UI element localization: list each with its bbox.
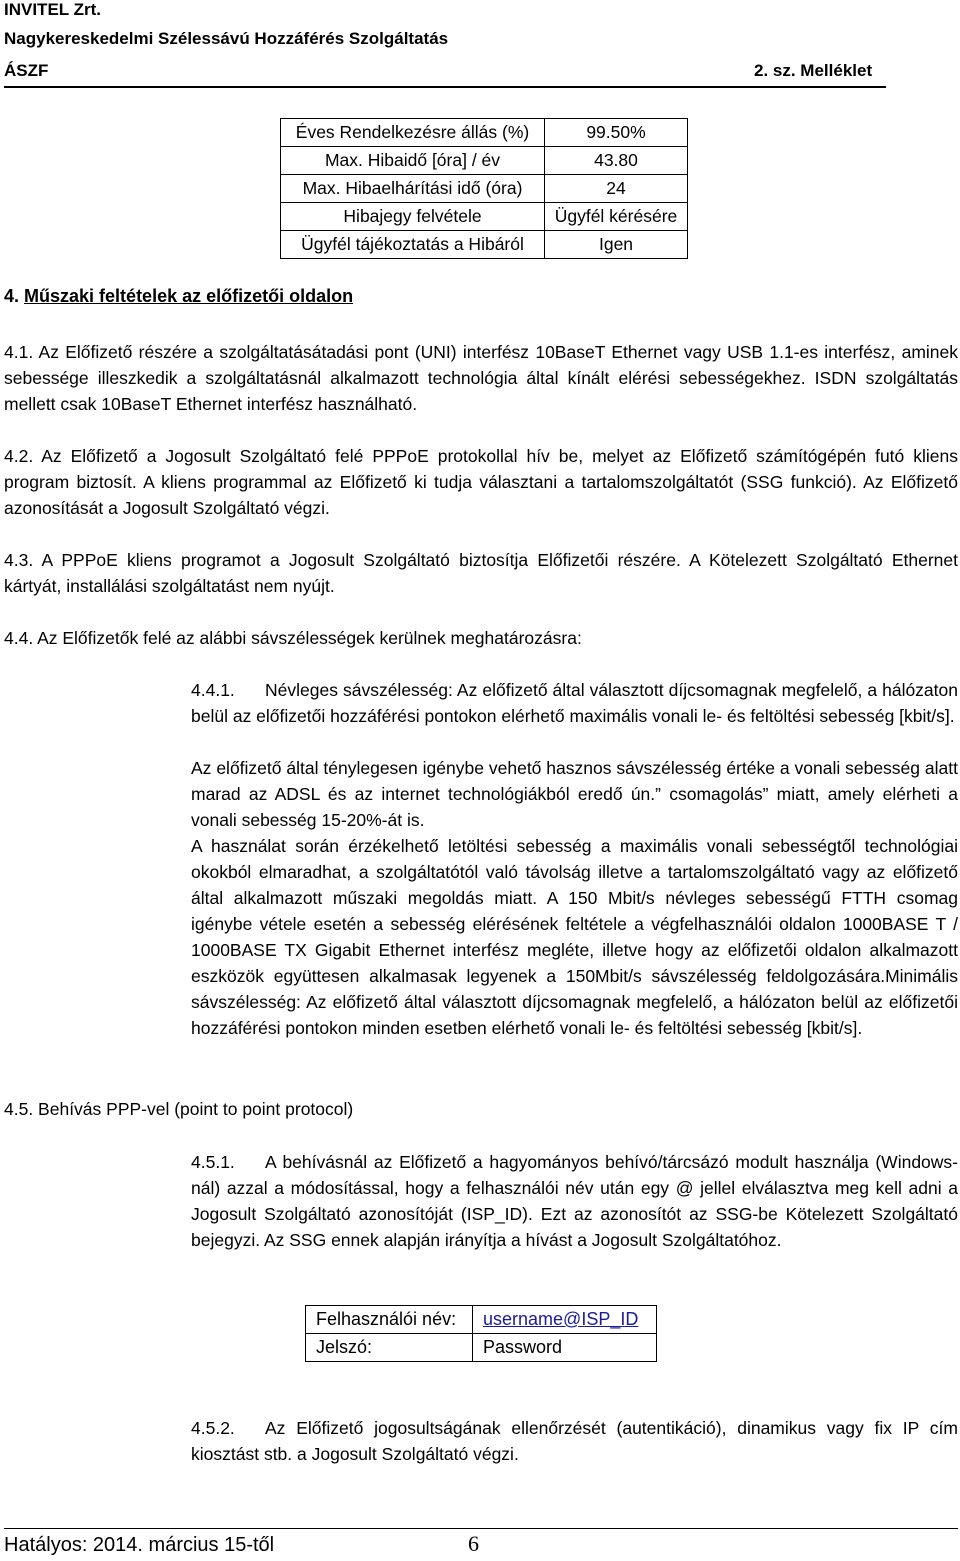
sla-value: 24 bbox=[545, 175, 688, 203]
section-number: 4. bbox=[4, 286, 20, 306]
table-row bbox=[281, 203, 688, 231]
table-row bbox=[306, 1306, 657, 1334]
sla-value: Igen bbox=[545, 231, 688, 259]
paragraph-4-3: 4.3. A PPPoE kliens programot a Jogosult Szolgáltató biztosítja Előfizetői részére. A Kötelezett Szolgáltató Ethernet kártyát, installálási szolgáltatást nem nyújt. bbox=[4, 550, 958, 596]
table-row bbox=[281, 231, 688, 259]
doc-name: ÁSZF bbox=[4, 61, 49, 80]
sla-label: Max. Hibaelhárítási idő (óra) bbox=[281, 175, 545, 203]
header-divider bbox=[4, 86, 886, 88]
paragraph-4-5-2-number: 4.5.2. bbox=[191, 1418, 235, 1438]
paragraph-4-5-2: Az Előfizető jogosultságának ellenőrzését (autentikáció), dinamikus vagy fix IP cím kiosztást stb. a Jogosult Szolgáltató végzi. bbox=[191, 1418, 958, 1464]
password-value: Password bbox=[473, 1334, 657, 1362]
sla-value: 43.80 bbox=[545, 147, 688, 175]
paragraph-4-4-1-a: Névleges sávszélesség: Az előfizető által választott díjcsomagnak megfelelő, a hálózaton belül az előfizetői hozzáférési pontokon elérhető maximális vonali le- és feltöltési sebesség [kbit/s]. bbox=[191, 680, 958, 726]
credentials-table bbox=[305, 1305, 657, 1362]
table-row bbox=[281, 119, 688, 147]
footer-validity: Hatályos: 2014. március 15-től bbox=[4, 1534, 275, 1556]
page-number: 6 bbox=[468, 1531, 479, 1556]
sla-label: Hibajegy felvétele bbox=[281, 203, 545, 231]
paragraph-4-4-1-b: Az előfizető által ténylegesen igénybe vehető hasznos sávszélesség értéke a vonali sebesség alatt marad az ADSL és az internet technológiákból eredő ún.” csomagolás” miatt, amely elérheti a vonali sebesség 15-20%-át is. bbox=[191, 758, 958, 830]
password-label: Jelszó: bbox=[306, 1334, 473, 1362]
sla-table bbox=[280, 118, 688, 259]
footer-divider bbox=[4, 1528, 958, 1529]
sla-value: Ügyfél kérésére bbox=[545, 203, 688, 231]
paragraph-4-5-1: A behívásnál az Előfizető a hagyományos behívó/tárcsázó modult használja (Windows-nál) azzal a módosítással, hogy a felhasználói név után egy @ jellel elválasztva meg kell adni a Jogosult Szolgáltató azonosítóját (ISP_ID). Ezt az azonosítót az SSG-be Kötelezett Szolgáltató bejegyzi. Az SSG ennek alapján irányítja a hívást a Jogosult Szolgáltatóhoz. bbox=[191, 1152, 958, 1250]
company-name: INVITEL Zrt. bbox=[4, 0, 101, 19]
username-value[interactable]: username@ISP_ID bbox=[483, 1309, 639, 1329]
section-title: Műszaki feltételek az előfizetői oldalon bbox=[24, 286, 354, 306]
paragraph-4-4-1-c: A használat során érzékelhető letöltési sebesség a maximális vonali sebességtől technológiai okokból elmaradhat, a szolgáltatótól való távolság illetve a tartalomszolgáltató vagy az előfizető által alkalmazott műszaki megoldás miatt. A 150 Mbit/s névleges sebességű FTTH csomag igénybe vétele esetén a sebesség elérésének feltétele a végfelhasználói oldalon 1000BASE T / 1000BASE TX Gigabit Ethernet interfész megléte, illetve hogy az előfizetői oldalon alkalmazott eszközök együttesen alkalmasak legyenek a 150Mbit/s sávszélesség feldolgozására.Minimális sávszélesség: Az előfizető által választott díjcsomagnak megfelelő, a hálózaton belül az előfizetői hozzáférési pontokon minden esetben elérhető vonali le- és feltöltési sebesség [kbit/s]. bbox=[191, 836, 958, 1038]
section-heading bbox=[4, 286, 353, 307]
annex-label: 2. sz. Melléklet bbox=[754, 61, 873, 80]
paragraph-4-4: 4.4. Az Előfizetők felé az alábbi sávszélességek kerülnek meghatározásra: bbox=[4, 628, 582, 648]
sla-label: Éves Rendelkezésre állás (%) bbox=[281, 119, 545, 147]
table-row bbox=[281, 147, 688, 175]
table-row bbox=[281, 175, 688, 203]
username-label: Felhasználói név: bbox=[306, 1306, 473, 1334]
sla-label: Max. Hibaidő [óra] / év bbox=[281, 147, 545, 175]
paragraph-4-5: 4.5. Behívás PPP-vel (point to point protocol) bbox=[4, 1099, 354, 1119]
paragraph-4-1: 4.1. Az Előfizető részére a szolgáltatásátadási pont (UNI) interfész 10BaseT Ethernet vagy USB 1.1-es interfész, aminek sebessége illeszkedik a szolgáltatásnál alkalmazott technológia által kínált elérési sebességekhez. ISDN szolgáltatás mellett csak 10BaseT Ethernet interfész használható. bbox=[4, 342, 958, 414]
sla-value: 99.50% bbox=[545, 119, 688, 147]
paragraph-4-2: 4.2. Az Előfizető a Jogosult Szolgáltató felé PPPoE protokollal hív be, melyet az Előfizető számítógépén futó kliens program biztosít. A kliens programmal az Előfizető ki tudja választani a tartalomszolgáltatót (SSG funkció). Az Előfizető azonosítását a Jogosult Szolgáltató végzi. bbox=[4, 446, 958, 518]
sla-label: Ügyfél tájékoztatás a Hibáról bbox=[281, 231, 545, 259]
paragraph-4-4-1-number: 4.4.1. bbox=[191, 680, 235, 700]
table-row bbox=[306, 1334, 657, 1362]
service-name: Nagykereskedelmi Szélessávú Hozzáférés Szolgáltatás bbox=[4, 29, 449, 48]
paragraph-4-5-1-number: 4.5.1. bbox=[191, 1152, 235, 1172]
